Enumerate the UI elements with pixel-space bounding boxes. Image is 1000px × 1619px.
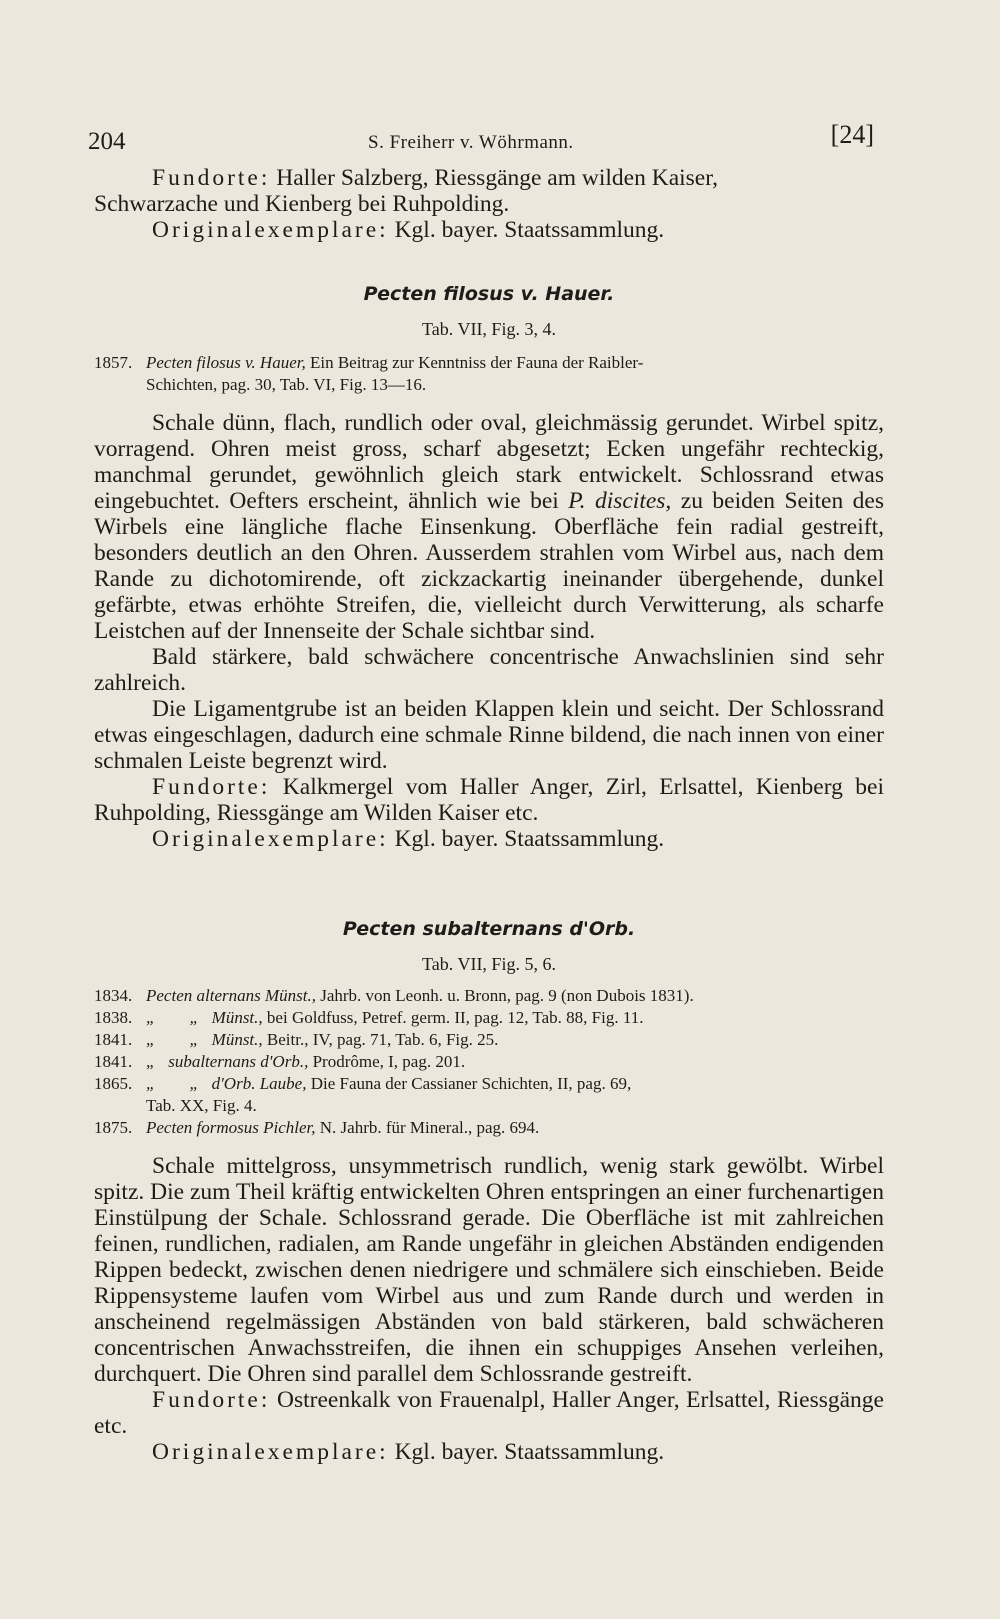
growth-lines-paragraph: Bald stärkere, bald schwächere concentrische Anwachslinien sind sehr zahlreich. [94,644,884,696]
synonymy-name: Pecten formosus Pichler, [146,1118,316,1137]
synonymy-year: 1834. [94,986,133,1005]
fundorte-label: Fundorte: [152,1387,271,1413]
original-paragraph [94,1439,884,1465]
synonymy-name: „ „ Münst., [146,1008,263,1027]
synonymy-year: 1841. [94,1030,133,1049]
bracket-number: [24] [830,120,874,149]
original-text: Kgl. bayer. Staatssammlung. [388,1439,665,1465]
original-paragraph [94,217,884,243]
synonymy-entry [94,352,884,374]
fundorte-label: Fundorte: [152,774,271,800]
page-header [88,120,874,154]
synonymy-name: Pecten filosus v. Hauer, [146,353,306,372]
synonymy-name: Pecten alternans Münst., [146,986,316,1005]
description-paragraph: Schale mittelgross, unsymmetrisch rundlich, wenig stark gewölbt. Wirbel spitz. Die zum Theil kräftig entwickelten Ohren entspringen an einer furchenartigen Einstülpung der Schale. Schlossrand gerade. Die Oberfläche ist mit zahlreichen feinen, rundlichen, radialen, am Rande ungefähr in gleichen Abständen endigenden Rippen bedeckt, zwischen denen niedrigere und schmälere sich einschieben. Beide Rippensysteme laufen vom Wirbel aus und zum Rande durch und werden in anscheinend regelmässigen Abständen von bald stärkeren, bald schwächeren concentrischen Anwachsstreifen, die ihnen ein schuppiges Ansehen verleihen, durchquert. Die Ohren sind parallel dem Schlossrande gestreift. [94,1153,884,1387]
original-label: Originalexemplare: [152,217,389,243]
synonymy-entry [94,1073,884,1095]
synonymy-continuation: Schichten, pag. 30, Tab. VI, Fig. 13—16. [146,375,427,394]
original-paragraph [94,826,884,852]
fundorte-label: Fundorte: [152,165,271,191]
synonymy-name: „ „ Münst., [146,1030,263,1049]
description-text-cont: zu beiden Seiten des Wirbels eine längliche flache Einsenkung. Oberfläche fein radial gestreift, besonders deutlich an den Ohren. Ausserdem strahlen vom Wirbel aus, nach dem Rande zu dichotomirende, oft zickzackartig ineinander übergehende, dunkel gefärbte, etwas erhöhte Streifen, die, vielleicht durch Verwitterung, als scharfe Leistchen auf der Innenseite der Schale sichtbar sind. [94,488,884,644]
page-number: 204 [88,128,126,155]
synonymy-text: bei Goldfuss, Petref. germ. II, pag. 12, Tab. 88, Fig. 11. [262,1008,644,1027]
synonymy-year: 1838. [94,1008,133,1027]
description-taxon: P. discites, [568,488,672,514]
original-label: Originalexemplare: [152,1439,389,1465]
synonymy-text: Ein Beitrag zur Kenntniss der Fauna der Raibler- [305,353,644,372]
plate-reference: Tab. VII, Fig. 3, 4. [422,319,556,339]
synonymy-entry [94,1007,884,1029]
original-label: Originalexemplare: [152,826,389,852]
running-title: S. Freiherr v. Wöhrmann. [368,132,574,153]
species-title: Pecten subalternans d'Orb. [342,918,636,940]
synonymy-name: „ „ d'Orb. Laube, [146,1074,307,1093]
ligament-paragraph: Die Ligamentgrube ist an beiden Klappen klein und seicht. Der Schlossrand etwas eingeschlagen, dadurch eine schmale Rinne bildend, die nach innen von einer schmalen Leiste begrenzt wird. [94,696,884,774]
synonymy-list [94,985,884,1139]
fundorte-text: Kalkmergel vom Haller Anger, Zirl, Erlsattel, Kienberg bei Ruhpolding, Riessgänge am Wilden Kaiser etc. [94,774,884,826]
fundorte-paragraph [94,1387,884,1439]
synonymy-text: N. Jahrb. für Mineral., pag. 694. [315,1118,540,1137]
synonymy-year: 1857. [94,353,133,372]
fundorte-text: Haller Salzberg, Riessgänge am wilden Kaiser, [270,165,718,191]
synonymy-entry [94,1029,884,1051]
synonymy-text: Beitr., IV, pag. 71, Tab. 6, Fig. 25. [262,1030,499,1049]
synonymy-name: „ subalternans d'Orb., [146,1052,309,1071]
original-text: Kgl. bayer. Staatssammlung. [388,826,665,852]
synonymy-entry [94,1051,884,1073]
synonymy-year: 1865. [94,1074,133,1093]
fundorte-paragraph-cont: Schwarzache und Kienberg bei Ruhpolding. [94,191,510,217]
original-text: Kgl. bayer. Staatssammlung. [388,217,665,243]
fundorte-text: Ostreenkalk von Frauenalpl, Haller Anger, Erlsattel, Riessgänge etc. [94,1387,884,1439]
description-paragraph [94,410,884,644]
species-title: Pecten filosus v. Hauer. [363,283,615,305]
synonymy-year: 1875. [94,1118,133,1137]
plate-reference: Tab. VII, Fig. 5, 6. [422,954,556,974]
synonymy-entry [94,1117,884,1139]
species-section-subalternans [94,918,884,1465]
synonymy-entry [94,985,884,1007]
top-locality-block [94,165,884,243]
fundorte-paragraph [94,774,884,826]
fundorte-paragraph [94,165,884,191]
synonymy-continuation: Tab. XX, Fig. 4. [146,1096,257,1115]
synonymy-text: Die Fauna der Cassianer Schichten, II, pag. 69, [306,1074,632,1093]
synonymy-text: Prodrôme, I, pag. 201. [308,1052,466,1071]
synonymy-year: 1841. [94,1052,133,1071]
description-text: Schale dünn, flach, rundlich oder oval, gleichmässig gerundet. Wirbel spitz, vorragend. Ohren meist gross, scharf abgesetzt; Ecken ungefähr rechteckig, manchmal gerundet, gewöhnlich gleich stark entwickelt. Schlossrand etwas eingebuchtet. Oefters erscheint, ähnlich wie bei [94,410,884,514]
species-section-filosus [94,283,884,852]
synonymy-text: Jahrb. von Leonh. u. Bronn, pag. 9 (non Dubois 1831). [315,986,694,1005]
synonymy-list [94,352,884,396]
